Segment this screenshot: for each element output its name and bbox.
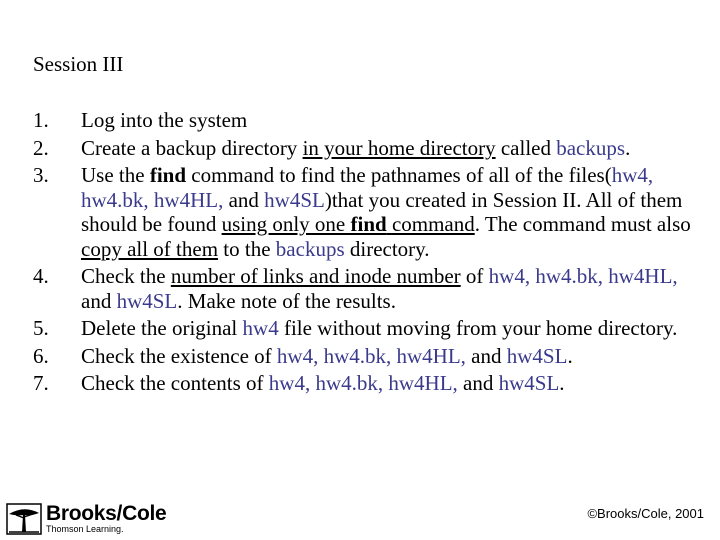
logo-name: Brooks/Cole	[46, 502, 167, 525]
step-text-run: Create a backup directory	[81, 135, 303, 160]
step-text-run: Delete the original	[81, 316, 243, 340]
step-text-run: to the	[218, 236, 276, 261]
step-text-run: Check the contents of	[81, 371, 269, 395]
step-number: 2.	[33, 135, 49, 160]
step-text-run: directory.	[344, 236, 430, 261]
step-text-run: )that you created in Session II. All of them should be found	[81, 187, 683, 236]
step-number: 7.	[33, 371, 49, 395]
list-item	[33, 264, 693, 313]
step-number: 1.	[33, 108, 49, 132]
step-text-run: and	[223, 187, 265, 212]
list-item	[33, 316, 693, 341]
step-text-run: copy all of them	[81, 236, 219, 261]
step-text-run: command to find the pathnames of all of the files(	[186, 163, 612, 187]
step-number: 4.	[33, 264, 49, 288]
step-text-run: Check the	[81, 264, 171, 288]
list-item	[33, 163, 693, 261]
tree-icon	[6, 503, 42, 535]
step-text	[81, 163, 693, 261]
step-text-run: number of links and inode number	[170, 264, 461, 288]
step-text	[81, 316, 693, 341]
step-text	[81, 136, 693, 161]
file-name-text: hw4SL	[264, 187, 325, 212]
step-text	[81, 344, 693, 369]
file-name-text: hw4, hw4.bk, hw4HL,	[268, 371, 458, 395]
step-text-run: Use the	[81, 163, 150, 187]
step-text-run: . The command must also	[474, 212, 691, 236]
step-text-run: . Make note of the results.	[177, 288, 396, 313]
step-text-run: in your home directory	[302, 135, 496, 160]
list-item	[33, 344, 693, 369]
step-text-run: of	[460, 264, 489, 288]
step-number: 6.	[33, 343, 49, 368]
page-title: Session III	[33, 52, 124, 76]
file-name-text: hw4SL	[506, 343, 568, 368]
file-name-text: backups	[556, 135, 626, 160]
publisher-logo	[6, 503, 166, 535]
file-name-text: hw4SL	[498, 371, 560, 395]
file-name-text: hw4	[242, 316, 279, 340]
step-number: 3.	[33, 163, 49, 187]
command-text: find	[149, 163, 187, 187]
step-text-run: .	[625, 135, 631, 160]
step-text-run: file without moving from your home directory.	[278, 316, 678, 340]
step-text-run: called	[495, 135, 557, 160]
file-name-text: backups	[275, 236, 345, 261]
list-item	[33, 136, 693, 161]
step-text-run: command	[386, 212, 475, 236]
step-text-run: .	[567, 343, 573, 368]
file-name-text: hw4, hw4.bk, hw4HL,	[488, 264, 678, 288]
list-item	[33, 371, 693, 396]
step-text-run: using only one	[221, 212, 351, 236]
step-text-run: and	[81, 288, 117, 313]
step-text	[81, 264, 693, 313]
step-text	[81, 371, 693, 396]
step-text-run: Log into the system	[81, 108, 248, 132]
logo-tagline: Thomson Learning.	[46, 524, 124, 534]
step-text-run: and	[457, 371, 499, 395]
file-name-text: hw4, hw4.bk, hw4HL,	[81, 163, 654, 212]
file-name-text: hw4SL	[116, 288, 178, 313]
instruction-list	[33, 108, 693, 399]
step-text-run: .	[559, 371, 565, 395]
file-name-text: hw4, hw4.bk, hw4HL,	[276, 343, 466, 368]
list-item	[33, 108, 693, 133]
step-text	[81, 108, 693, 133]
step-number: 5.	[33, 316, 49, 340]
step-text-run: and	[465, 343, 507, 368]
step-text-run: Check the existence of	[81, 343, 277, 368]
command-text: find	[350, 212, 387, 236]
copyright-notice: ©Brooks/Cole, 2001	[587, 506, 704, 521]
